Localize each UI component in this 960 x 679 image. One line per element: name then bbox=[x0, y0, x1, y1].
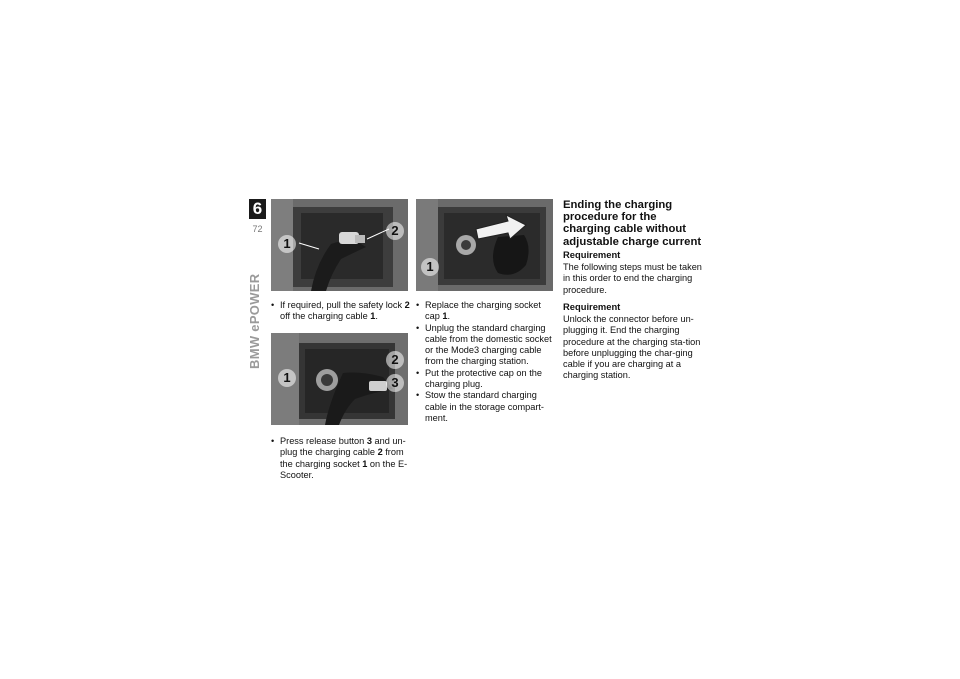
section-heading: Ending the charging procedure for the charging cable without adjustable charge current bbox=[563, 199, 702, 248]
fig3-callout-1: 1 bbox=[421, 258, 439, 276]
fig1-callout-2: 2 bbox=[386, 222, 404, 240]
requirement-text-2: Unlock the connector before un-plugging it. End the charging procedure at the charging sta-tion before unplugging the char-ging cable if you are charging at a charging station. bbox=[563, 314, 701, 381]
list-item: • Press release button 3 and un-plug the charging cable 2 from the charging socket 1 on the E-Scooter. bbox=[271, 436, 411, 481]
requirement-text-1: The following steps must be taken in this order to end the charging procedure. bbox=[563, 262, 702, 295]
fig2-callout-3: 3 bbox=[386, 374, 404, 392]
list-item: • If required, pull the safety lock 2 off the charging cable 1. bbox=[271, 300, 411, 323]
page-number: 72 bbox=[252, 224, 263, 234]
col2-steps bbox=[416, 300, 556, 424]
fig1-callout-1: 1 bbox=[278, 235, 296, 253]
list-item: • Put the protective cap on the charging plug. bbox=[416, 368, 556, 391]
list-item: • Replace the charging socket cap 1. bbox=[416, 300, 556, 323]
requirement-heading-1: Requirement bbox=[563, 249, 621, 260]
photo-socket-cap-illustration bbox=[416, 199, 553, 291]
photo-socket-cap bbox=[416, 199, 553, 291]
chapter-number-tab: 6 bbox=[249, 199, 266, 219]
requirement-heading-2: Requirement bbox=[563, 301, 621, 312]
col1-steps-a bbox=[271, 300, 411, 323]
fig2-callout-2: 2 bbox=[386, 351, 404, 369]
side-title-text: BMW ePOWER bbox=[247, 273, 262, 369]
col1-steps-b bbox=[271, 436, 411, 481]
list-item: • Stow the standard charging cable in the storage compart-ment. bbox=[416, 390, 556, 424]
list-item: • Unplug the standard charging cable from the domestic socket or the Mode3 charging cable from the charging station. bbox=[416, 323, 556, 368]
fig2-callout-1: 1 bbox=[278, 369, 296, 387]
